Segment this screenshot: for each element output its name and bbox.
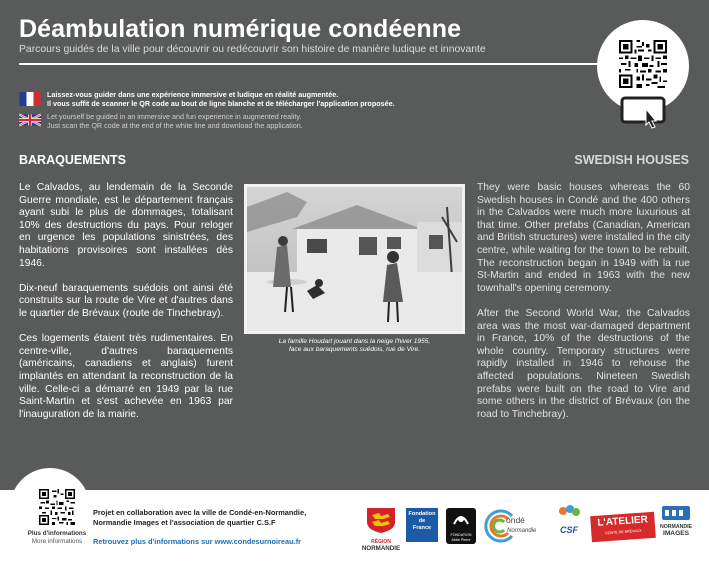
- more-info-label-en: More informations: [31, 538, 83, 545]
- french-flag-icon: [19, 92, 41, 106]
- region-normandie-logo: RÉGION NORMANDIE: [361, 506, 401, 552]
- french-paragraph: Dix-neuf baraquements suédois ont ainsi été construits sur la route de Vire et d'autres dans le quartier de Brévaux (route de Tinchebray).: [19, 282, 233, 319]
- photo-caption: La famille Houdart jouant dans la neige l'hiver 1955, face aux baraquements suédois, rue de Vire.: [278, 338, 431, 354]
- heading-swedish-houses: SWEDISH HOUSES: [574, 153, 689, 167]
- intro-en-line-1: Let yourself be guided in an immersive and fun experience in augmented reality.: [47, 112, 302, 121]
- website-link[interactable]: Retrouvez plus d'informations sur www.condesurnoireau.fr: [93, 537, 302, 546]
- uk-flag-icon: [19, 113, 41, 127]
- conde-en-normandie-logo: ondé Normandie: [482, 506, 546, 546]
- qr-code-icon[interactable]: [619, 40, 667, 88]
- more-info-label-fr: Plus d'informations: [27, 530, 87, 537]
- intro-fr-line-2: Il vous suffit de scanner le QR code au bout de ligne blanche et de télécharger l'application proposée.: [47, 99, 395, 108]
- heading-baraquements: BARAQUEMENTS: [19, 153, 126, 167]
- english-text-column: [477, 182, 690, 434]
- csf-logo: CSF: [554, 504, 584, 544]
- tablet-tap-icon: [619, 95, 669, 131]
- footer-qr-code-icon[interactable]: [39, 489, 75, 525]
- french-text-column: [19, 182, 233, 434]
- film-strip-icon: [662, 506, 690, 520]
- intro-en-line-2: Just scan the QR code at the end of the white line and download the application.: [47, 121, 303, 130]
- french-paragraph: Ces logements étaient très rudimentaires. En centre-ville, d'autres baraquements (américains, canadiens et anglais) furent implantés en attendant la reconstruction de la ville. Celle-ci a démarré en 1949 par la rue Saint-Martin et s'est achevée en 1963 par l'inauguration de la mairie.: [19, 333, 233, 420]
- english-paragraph: They were basic houses whereas the 60 Swedish houses in Condé and the 400 others in the Calvados were much more luxurious at that time. Other prefabs (Canadian, American and British structures) were installed in the city centre, while waiting for the town to be rebuilt. The reconstruction began in 1949 with la rue St-Martin and ended in 1963 with the new townhall's opening ceremony.: [477, 182, 690, 294]
- page-title: Déambulation numérique condéenne: [19, 15, 462, 43]
- page-subtitle: Parcours guidés de la ville pour découvrir ou redécouvrir son histoire de manière ludique et innovante: [19, 44, 486, 55]
- guide-white-line: [19, 63, 599, 65]
- project-credits: Projet en collaboration avec la ville de Condé-en-Normandie, Normandie Images et l'association de quartier C.S.F: [93, 508, 307, 527]
- english-paragraph: After the Second World War, the Calvados area was the most war-damaged department in France, 10% of the destructions of the whole country. Temporary structures were rapidly installed in 1946 to rehouse the affected populations. Nineteen Swedish prefabs were built on the road to Vire and some others in the district of Brévaux (on the road to Tinchebray).: [477, 307, 690, 420]
- fondation-abbe-pierre-logo: FONDATION Abbé Pierre: [446, 508, 476, 544]
- historic-photo: [244, 184, 465, 334]
- french-paragraph: Le Calvados, au lendemain de la Seconde Guerre mondiale, est le département français ayant subi le plus de dommages, totalisant 10% des destructions du pays. Pour reloger en urgence les populations sinistrées, des habitations provisoires sont installées dès 1946.: [19, 182, 233, 269]
- normandie-images-logo: NORMANDIE IMAGES: [660, 506, 692, 546]
- intro-fr-line-1: Laissez-vous guider dans une expérience immersive et ludique en réalité augmentée.: [47, 90, 339, 99]
- fondation-de-france-logo: Fondation de France: [406, 508, 438, 542]
- atelier-logo: L'ATELIER CONTE DE BRÉVAUX: [590, 512, 656, 542]
